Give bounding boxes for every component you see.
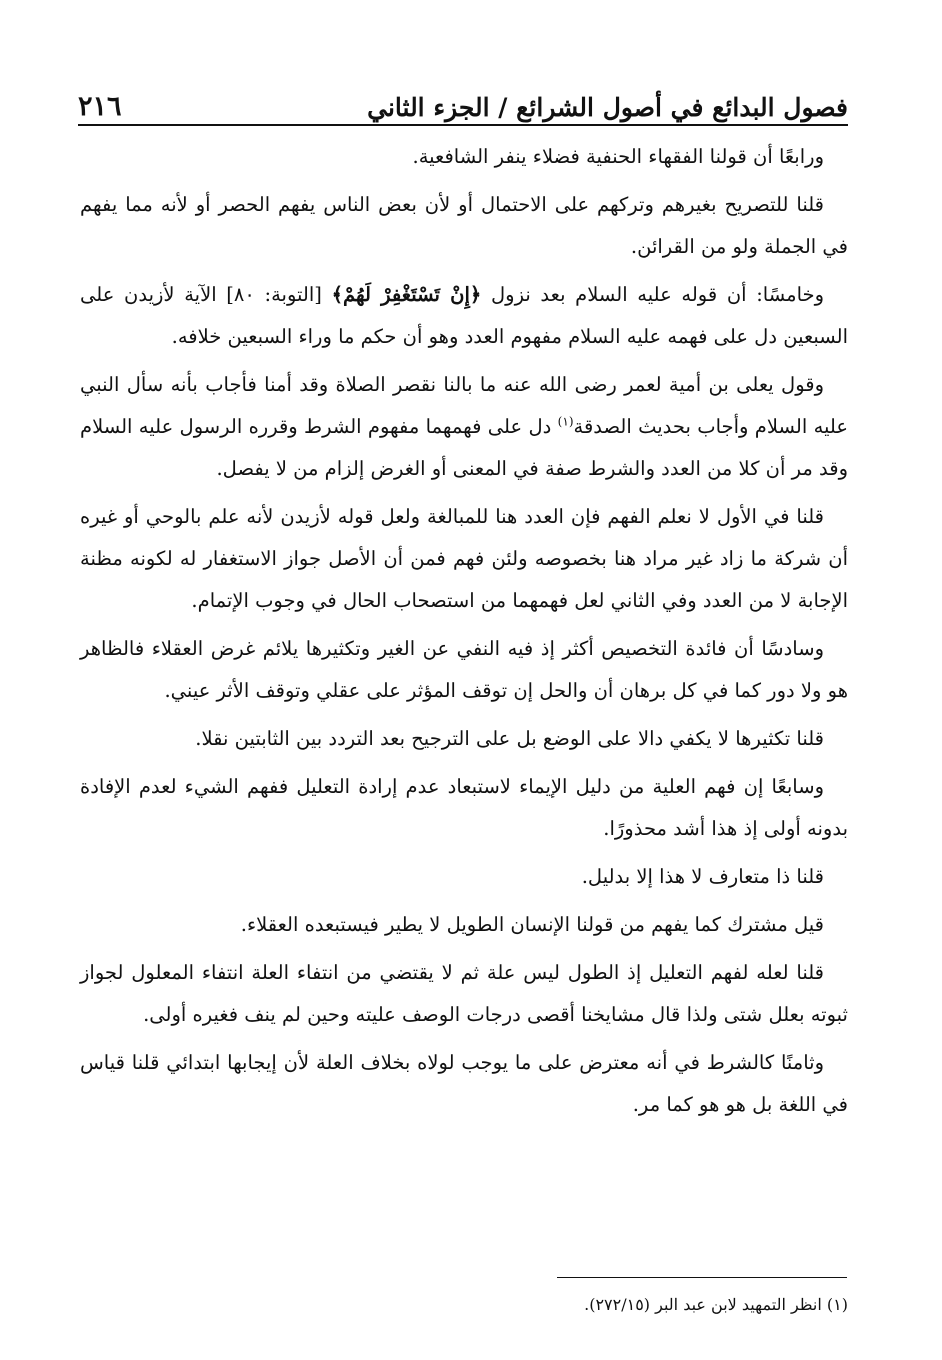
paragraph-sabian: وسابعًا إن فهم العلية من دليل الإيماء لاستبعاد عدم إرادة التعليل ففهم الشيء لعدم الإفادة بدونه أولى إذ هذا أشد محذورًا. — [80, 775, 848, 840]
waqawl-rest: دل على فهمهما مفهوم الشرط وقرره الرسول عليه السلام وقد مر أن كلا من العدد والشرط صفة في المعنى أو الغرض إلزام من لا يفصل. — [80, 415, 848, 480]
header-rule — [78, 124, 848, 126]
paragraph-thaminan: وثامنًا كالشرط في أنه معترض على ما يوجب لولاه بخلاف العلة لأن إيجابها ابتدائي قلنا قياس في اللغة بل هو هو كما مر. — [80, 1051, 848, 1116]
waqawl-lead: وقول يعلى بن أمية لعمر رضى الله عنه ما بالنا نقصر الصلاة وقد أمنا فأجاب بأنه — [170, 373, 825, 396]
khamisan-rest: الآية لأزيدن على السبعين دل على فهمه عليه السلام مفهوم العدد وهو أن حكم ما وراء السبعين خلافه. — [80, 283, 848, 348]
running-title: فصول البدائع في أصول الشرائع / الجزء الثاني — [367, 93, 848, 122]
paragraph-sadisan: وسادسًا أن فائدة التخصيص أكثر إذ فيه النفي عن الغير وتكثيرها يلائم غرض العقلاء فالظاهر هو ولا دور كما في كل برهان أن والحل إن توقف المؤثر على عقلي وتوقف الأثر عيني. — [80, 637, 848, 702]
paragraph-qulna-mutaaraf: قلنا ذا متعارف لا هذا إلا بدليل. — [581, 865, 824, 888]
paragraph-khamisan — [80, 274, 848, 358]
verse-citation: [التوبة: ٨٠] — [226, 283, 322, 306]
page-number: ٢١٦ — [78, 91, 122, 122]
footnote-marker[interactable]: (١) — [557, 414, 574, 429]
paragraph-qulna-taksir: قلنا تكثيرها لا يكفي دالا على الوضع بل على الترجيح بعد التردد بين الثابتين نقلا. — [195, 727, 824, 750]
paragraph-qila-mushtarak: قيل مشترك كما يفهم من قولنا الإنسان الطويل لا يطير فيستبعده العقلاء. — [240, 913, 824, 936]
paragraph-qulna-tasrih: قلنا للتصريح بغيرهم وتركهم على الاحتمال أو لأن بعض الناس يفهم الحصر أو لأنه مما يفهم في الجملة ولو من القرائن. — [80, 193, 848, 258]
khamisan-lead: وخامسًا: أن قوله عليه السلام بعد نزول — [491, 283, 825, 306]
paragraph-rabian: ورابعًا أن قولنا الفقهاء الحنفية فضلاء ينفر الشافعية. — [412, 145, 824, 168]
footnote: (١) انظر التمهيد لابن عبد البر (٢٧٢/١٥). — [584, 1295, 848, 1314]
paragraph-qulna-awwal: قلنا في الأول لا نعلم الفهم فإن العدد هنا للمبالغة ولعل قوله لأزيدن لأنه علم بالوحي أو غيره أن شركة ما زاد غير مراد هنا بخصوصه ولئن فهم فمن أن الأصل جواز الاستغفار له لكونه مظنة الإجابة لا من العدد وفي الثاني لعل فهمهما من استصحاب الحال في وجوب الإتمام. — [80, 505, 848, 612]
quran-verse: ﴿إِنْ تَسْتَغْفِرْ لَهُمْ﴾ — [331, 283, 482, 306]
waqawl-mid: سأل النبي عليه السلام وأجاب بحديث الصدقة — [80, 373, 848, 438]
footnote-rule — [557, 1277, 847, 1278]
body-text — [80, 136, 848, 1132]
paragraph-qulna-laallahu: قلنا لعله لفهم التعليل إذ الطول ليس علة ثم لا يقتضي من انتفاء العلة انتفاء المعلول لجواز ثبوته بعلل شتى ولذا قال مشايخنا أقصى درجات الوصف عليته وحين لم ينف فغيره أولى. — [80, 961, 848, 1026]
paragraph-waqawl — [80, 364, 848, 490]
page-header — [78, 74, 848, 122]
